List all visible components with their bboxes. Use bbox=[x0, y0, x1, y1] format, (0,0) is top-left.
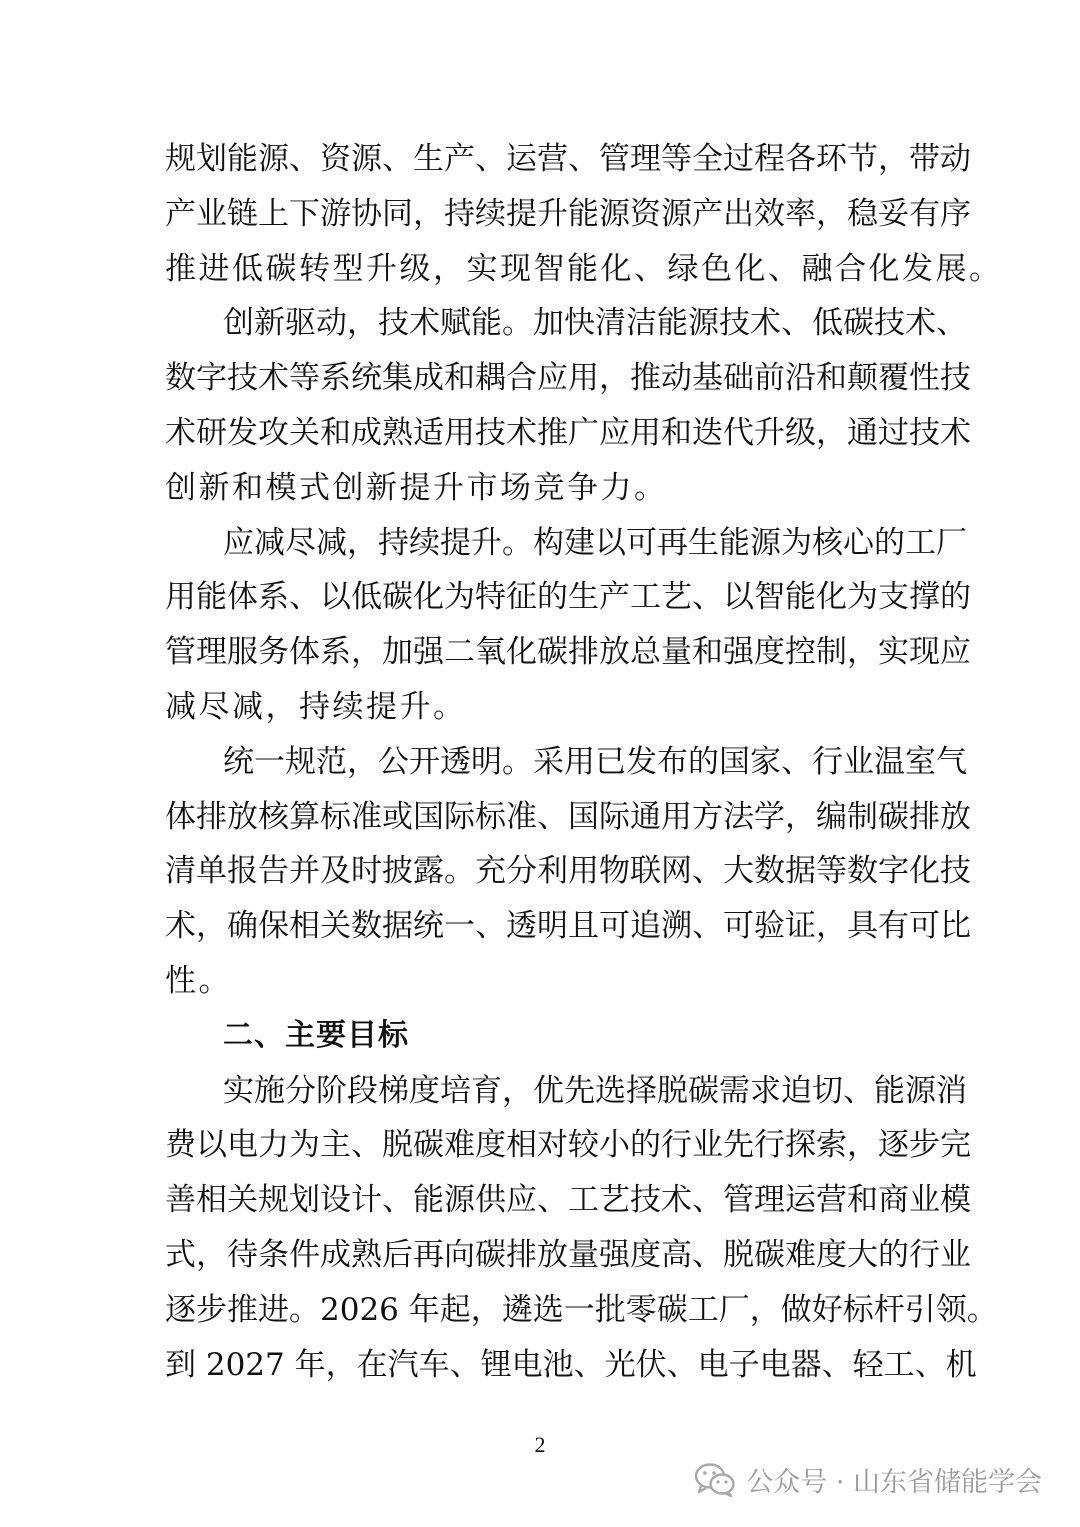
text-line: 用能体系、以低碳化为特征的生产工艺、以智能化为支撑的 bbox=[165, 579, 971, 616]
text-line: 应减尽减，持续提升。构建以可再生能源为核心的工厂 bbox=[223, 524, 967, 561]
text-line: 术研发攻关和成熟适用技术推广应用和迭代升级，通过技术 bbox=[165, 414, 971, 451]
text-line: 费以电力为主、脱碳难度相对较小的行业先行探索，逐步完 bbox=[165, 1127, 971, 1164]
text-line: 管理服务体系，加强二氧化碳排放总量和强度控制，实现应 bbox=[165, 634, 971, 671]
text-line: 清单报告并及时披露。充分利用物联网、大数据等数字化技 bbox=[165, 853, 971, 890]
text-line: 逐步推进。2026 年起，遴选一批零碳工厂，做好标杆引领。 bbox=[165, 1291, 998, 1328]
text-line: 实施分阶段梯度培育，优先选择脱碳需求迫切、能源消 bbox=[223, 1072, 967, 1109]
page-number: 2 bbox=[534, 1432, 546, 1457]
text-line: 创新驱动，技术赋能。加快清洁能源技术、低碳技术、 bbox=[223, 305, 967, 342]
text-line: 式，待条件成熟后再向碳排放量强度高、脱碳难度大的行业 bbox=[165, 1236, 971, 1273]
text-line: 到 2027 年，在汽车、锂电池、光伏、电子电器、轻工、机 bbox=[165, 1346, 977, 1383]
watermark-text: 公众号 · 山东省储能学会 bbox=[746, 1467, 1042, 1498]
text-line: 数字技术等系统集成和耦合应用，推动基础前沿和颠覆性技 bbox=[165, 360, 971, 397]
body-text bbox=[165, 132, 1003, 1392]
text-line: 性。 bbox=[165, 962, 232, 999]
text-line: 减尽减，持续提升。 bbox=[165, 688, 467, 725]
section-heading: 二、主要目标 bbox=[223, 1017, 409, 1053]
watermark bbox=[694, 1460, 1042, 1499]
text-line: 善相关规划设计、能源供应、工艺技术、管理运营和商业模 bbox=[165, 1182, 971, 1219]
wechat-icon bbox=[694, 1462, 736, 1498]
text-line: 规划能源、资源、生产、运营、管理等全过程各环节，带动 bbox=[165, 141, 971, 177]
text-line: 推进低碳转型升级，实现智能化、绿色化、融合化发展。 bbox=[165, 250, 1003, 287]
text-line: 产业链上下游协同，持续提升能源资源产出效率，稳妥有序 bbox=[165, 195, 971, 232]
text-line: 术，确保相关数据统一、透明且可追溯、可验证，具有可比 bbox=[165, 908, 971, 945]
text-line: 创新和模式创新提升市场竞争力。 bbox=[165, 469, 668, 506]
text-line: 统一规范，公开透明。采用已发布的国家、行业温室气 bbox=[223, 743, 967, 780]
text-line: 体排放核算标准或国际标准、国际通用方法学，编制碳排放 bbox=[165, 798, 971, 835]
